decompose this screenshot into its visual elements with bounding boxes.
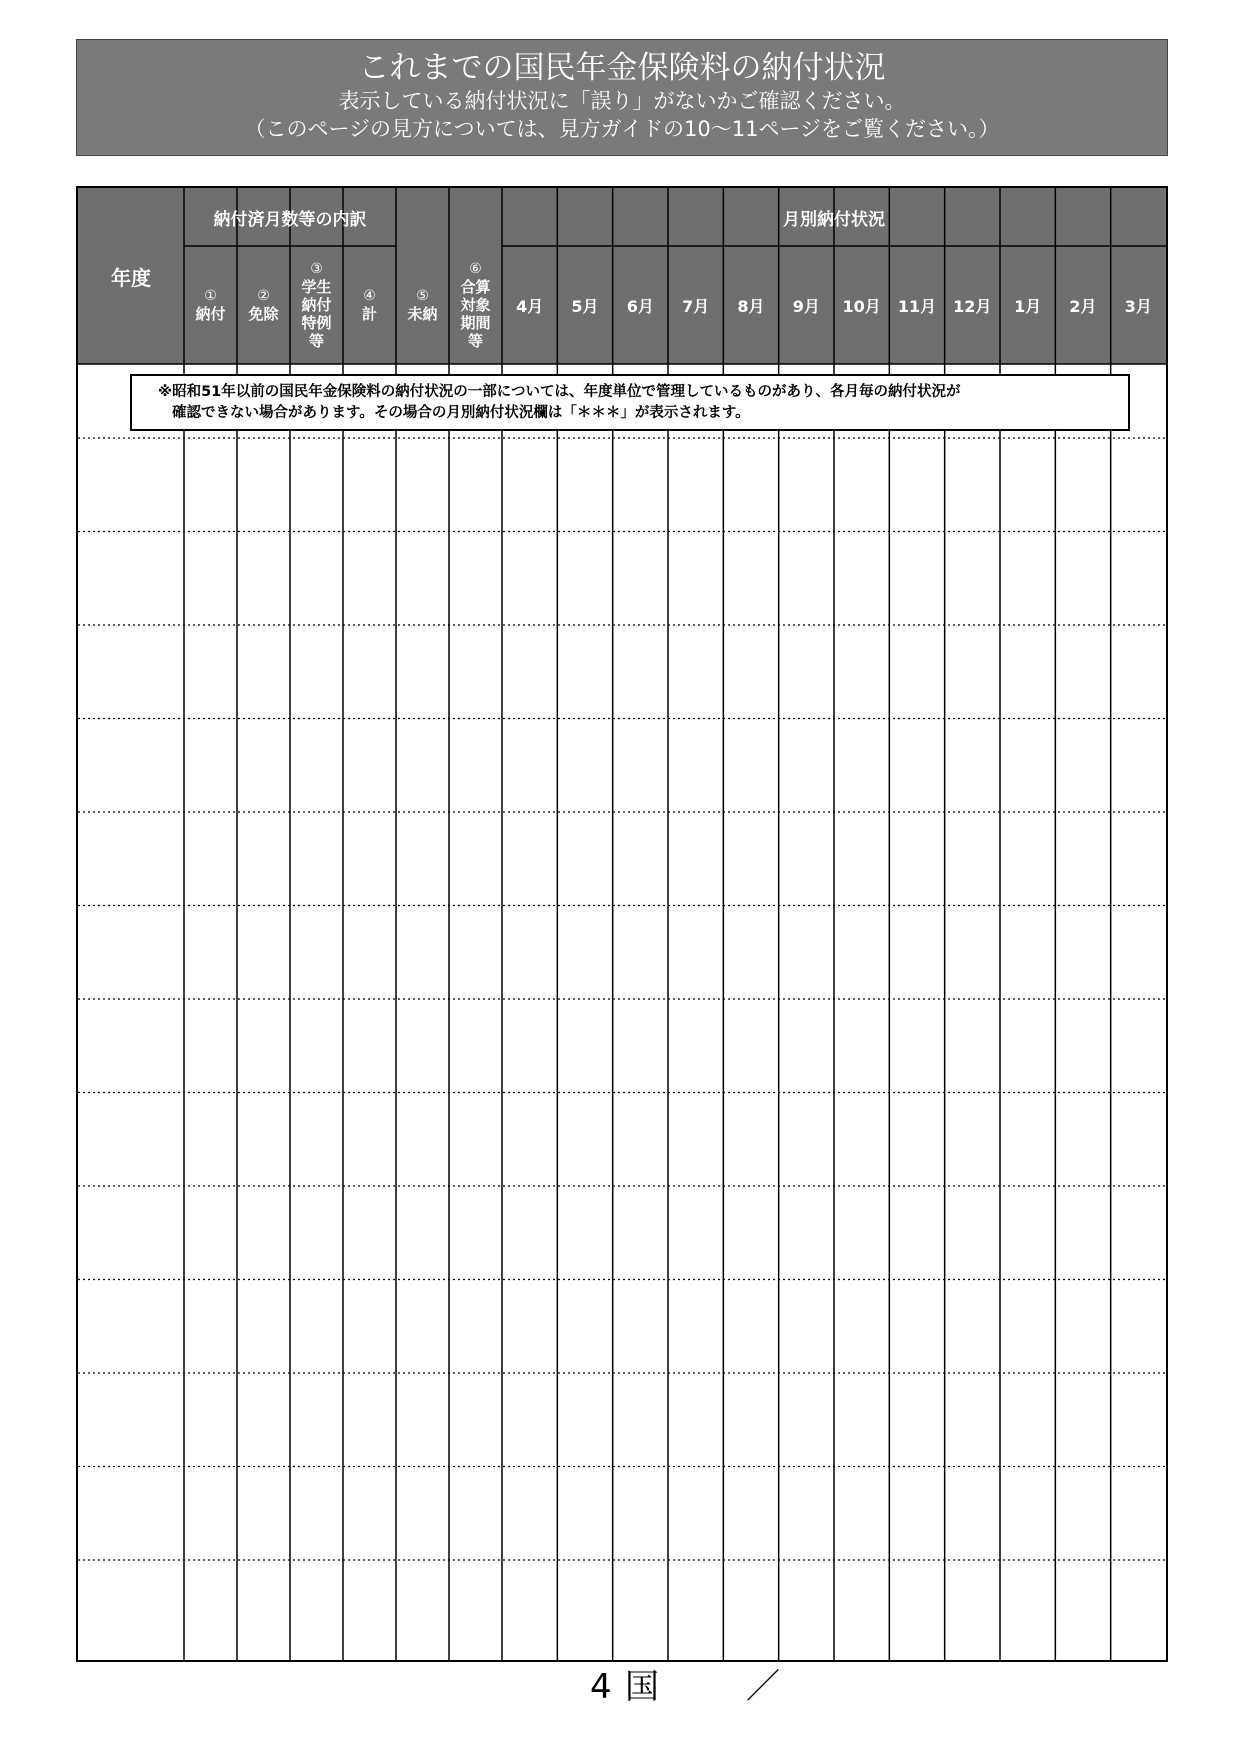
month-header-3: 7月 [682,296,710,316]
month-header-6: 10月 [842,296,881,316]
year-header: 年度 [111,265,151,290]
month-header-4: 8月 [737,296,765,316]
month-header-0: 4月 [516,296,544,316]
month-header-5: 9月 [792,296,820,316]
breakdown-header: 納付済月数等の内訳 [213,209,367,230]
month-header-2: 6月 [626,296,654,316]
month-header-8: 12月 [953,296,992,316]
month-header-10: 2月 [1069,296,1097,316]
col-header-paid: ① 納付 [195,288,226,323]
notice-box [130,374,1130,431]
page-guide-note: （このページの見方については、見方ガイドの10～11ページをご覧ください。） [244,117,1000,141]
col-header-unpaid: ⑤ 未納 [407,288,438,323]
page-number: 4 [590,1667,612,1707]
monthly-status-header: 月別納付状況 [783,209,885,230]
month-header-7: 11月 [897,296,937,316]
page-title-box [76,39,1168,156]
month-header-11: 3月 [1124,296,1152,316]
notice-line-1: ※昭和51年以前の国民年金保険料の納付状況の一部については、年度単位で管理しているものがあり、各月毎の納付状況が [158,384,961,400]
page-subtitle: 表示している納付状況に「誤り」がないかご確認ください。 [338,89,906,113]
page-separator: ／ [746,1667,780,1707]
col-header-total: ④ 計 [361,288,377,323]
notice-line-2: 確認できない場合があります。その場合の月別納付状況欄は「＊＊＊」が表示されます。 [172,405,750,421]
payment-status-table [76,186,1168,1662]
col-header-student: ③ 学生 納付 特例 等 [301,261,332,350]
page-title: これまでの国民年金保険料の納付状況 [358,50,886,86]
month-header-9: 1月 [1014,296,1042,316]
form-kind: 国 [625,1667,659,1707]
col-header-combined: ⑥ 合算 対象 期間 等 [460,261,491,350]
month-header-1: 5月 [571,296,599,316]
col-header-exempt: ② 免除 [248,288,279,323]
